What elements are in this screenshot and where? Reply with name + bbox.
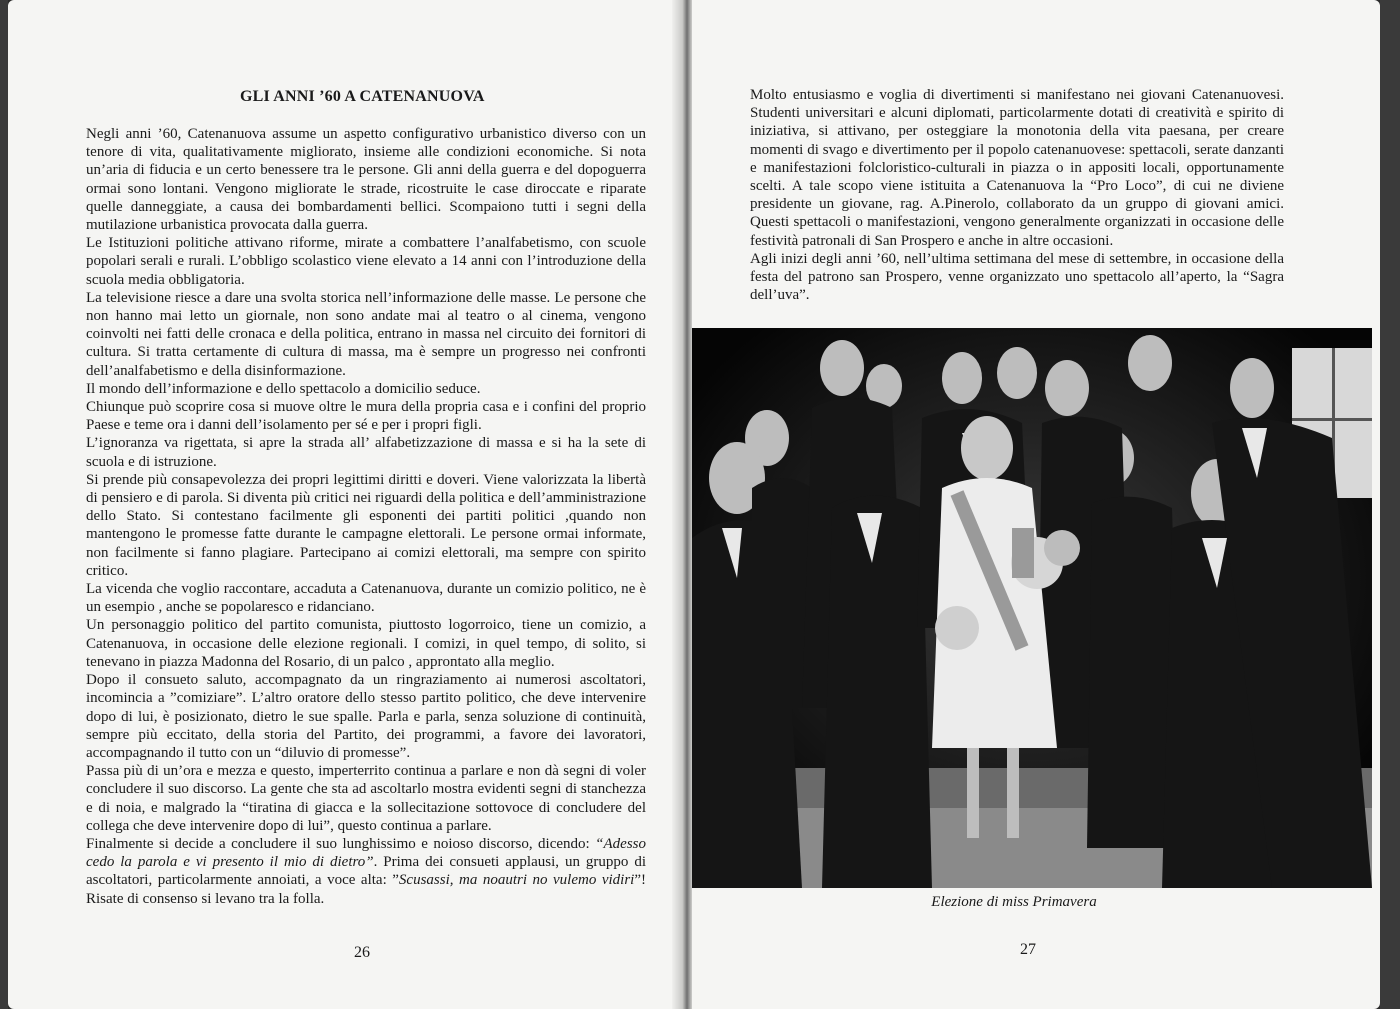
- final-quote-2: Scusassi, ma noautri no vulemo vidiri: [398, 872, 635, 889]
- group-photo-illustration: [692, 328, 1372, 888]
- final-text-2: . Prima dei consueti applausi, un gruppo di ascoltatori, particolarmente annoiati, a voce alta: ”: [86, 854, 646, 889]
- book-edge-left: [0, 0, 8, 1009]
- paragraph: Chiunque può scoprire cosa si muove oltre le mura della propria casa e i confini del proprio Paese e teme ora i danni dell’isolamento per sé e per i propri figli.: [86, 399, 646, 434]
- final-paragraph: [86, 835, 646, 908]
- paragraph: Il mondo dell’informazione e dello spettacolo a domicilio seduce.: [86, 380, 481, 397]
- page-number-right: 27: [1020, 941, 1036, 958]
- final-text-3: ”! Risate di consenso si levano tra la folla.: [86, 872, 647, 907]
- paragraph: Le Istituzioni politiche attivano riforme, mirate a combattere l’analfabetismo, con scuole popolari serali e rurali. L’obbligo scolastico viene elevato a 14 anni con l’introduzione della scuola media obbligatoria.: [86, 235, 646, 288]
- paragraph: L’ignoranza va rigettata, si apre la strada all’ alfabetizzazione di massa e si ha la sete di scuola e di istruzione.: [86, 435, 646, 470]
- page-number-left: 26: [354, 944, 370, 961]
- final-text-1: Finalmente si decide a concludere il suo lunghissimo e noioso discorso, dicendo:: [86, 835, 596, 852]
- paragraph: Passa più di un’ora e mezza e questo, imperterrito continua a parlare e non dà segni di voler concludere il suo discorso. La gente che sta ad ascoltarlo mostra evidenti segni di stanchezza e di noia, e malgrado la “tiratina di giacca e la sollecitazione sottovoce di concludere del collega che deve intervenire dopo di lui”, questo continua a parlare.: [86, 763, 646, 834]
- left-body-text: [86, 125, 646, 908]
- paragraph: Un personaggio politico del partito comunista, piuttosto logorroico, tiene un comizio, a Catenanuova, in occasione delle elezione regionali. I comizi, in quel tempo, di solito, si tenevano in piazza Madonna del Rosario, di un palco , approntato alla meglio.: [86, 617, 646, 670]
- paragraph: Molto entusiasmo e voglia di divertimenti si manifestano nei giovani Catenanuovesi. Studenti universitari e alcuni diplomati, particolarmente dotati di creatività e spirito di iniziativa, si attivano, per osteggiare la monotonia della vita paesana, per creare momenti di svago e divertimento per il popolo catenanuovese: spettacoli, serate danzanti e manifestazioni folcloristico-culturali in piazza o in appositi locali, opportunamente scelti. A tale scopo viene istituita a Catenanuova la “Pro Loco”, di cui ne diviene presidente un giovane, rag. A.Pinerolo, collaborato da un gruppo di giovani amici. Questi spettacoli o manifestazioni, vengono generalmente organizzati in occasione delle festività patronali di San Prospero e anche in altre occasioni.: [750, 87, 1284, 249]
- paragraph: Agli inizi degli anni ’60, nell’ultima settimana del mese di settembre, in occasione della festa del patrono san Prospero, venne organizzato uno spettacolo all’aperto, la “Sagra dell’uva”.: [750, 250, 1284, 304]
- group-photo: [692, 328, 1372, 888]
- left-page: [8, 0, 680, 1009]
- paragraph: La televisione riesce a dare una svolta storica nell’informazione delle masse. Le persone che non hanno mai letto un giornale, non sono andate mai al teatro o al cinema, vengono coinvolti nei fatti delle cronaca e della politica, entrano in massa nel circuito dei fornitori di cultura. Si tratta certamente di cultura di massa, ma è sempre un progresso nei confronti dell’analfabetismo e della disinformazione.: [86, 289, 646, 379]
- book-edge-right: [1380, 0, 1400, 1009]
- paragraph: Si prende più consapevolezza dei propri legittimi diritti e doveri. Viene valorizzata la libertà di pensiero e di parola. Si diventa più critici nei riguardi della politica e dell’amministrazione dello Stato. Si contestano facilmente gli esponenti dei partiti politici ,quando non mantengono le promesse fatte durante le campagne elettorali. Le persone ormai informate, non facilmente si fanno plagiare. Partecipano ai comizi elettorali, ma sempre con spirito critico.: [86, 471, 646, 579]
- right-body-text: [750, 86, 1284, 304]
- paragraph: Negli anni ’60, Catenanuova assume un aspetto configurativo urbanistico diverso con un tenore di vita, qualitativamente migliorato, insieme alle condizioni economiche. Si nota un’aria di fiducia e un certo benessere tra le persone. Gli anni della guerra e del dopoguerra ormai sono lontani. Vengono migliorate le strade, ricostruite le case diroccate e riparate quelle danneggiate, a causa dei bombardamenti bellici. Scompaiono tutti i segni della mutilazione urbanistica provocata dalla guerra.: [86, 126, 646, 234]
- photo-caption: Elezione di miss Primavera: [931, 894, 1097, 910]
- paragraph: Dopo il consueto saluto, accompagnato da un ringraziamento ai numerosi ascoltatori, incomincia a ”comiziare”. L’altro oratore dello stesso partito politico, che deve intervenire dopo di lui, è posizionato, dietro le sue spalle. Parla e parla, senza soluzione di continuità, sempre più eccitato, della storia del Partito, dei programmi, a favore dei lavoratori, accompagnando il tutto con un “diluvio di promesse”.: [86, 672, 646, 761]
- paragraph: La vicenda che voglio raccontare, accaduta a Catenanuova, durante un comizio politico, ne è un esempio , anche se popolaresco e ridanciano.: [86, 581, 646, 616]
- right-page: [692, 0, 1380, 1009]
- final-quote-1: “Adesso cedo la parola e vi presento il mio di dietro”: [86, 835, 646, 871]
- chapter-title: GLI ANNI ’60 A CATENANUOVA: [240, 88, 485, 105]
